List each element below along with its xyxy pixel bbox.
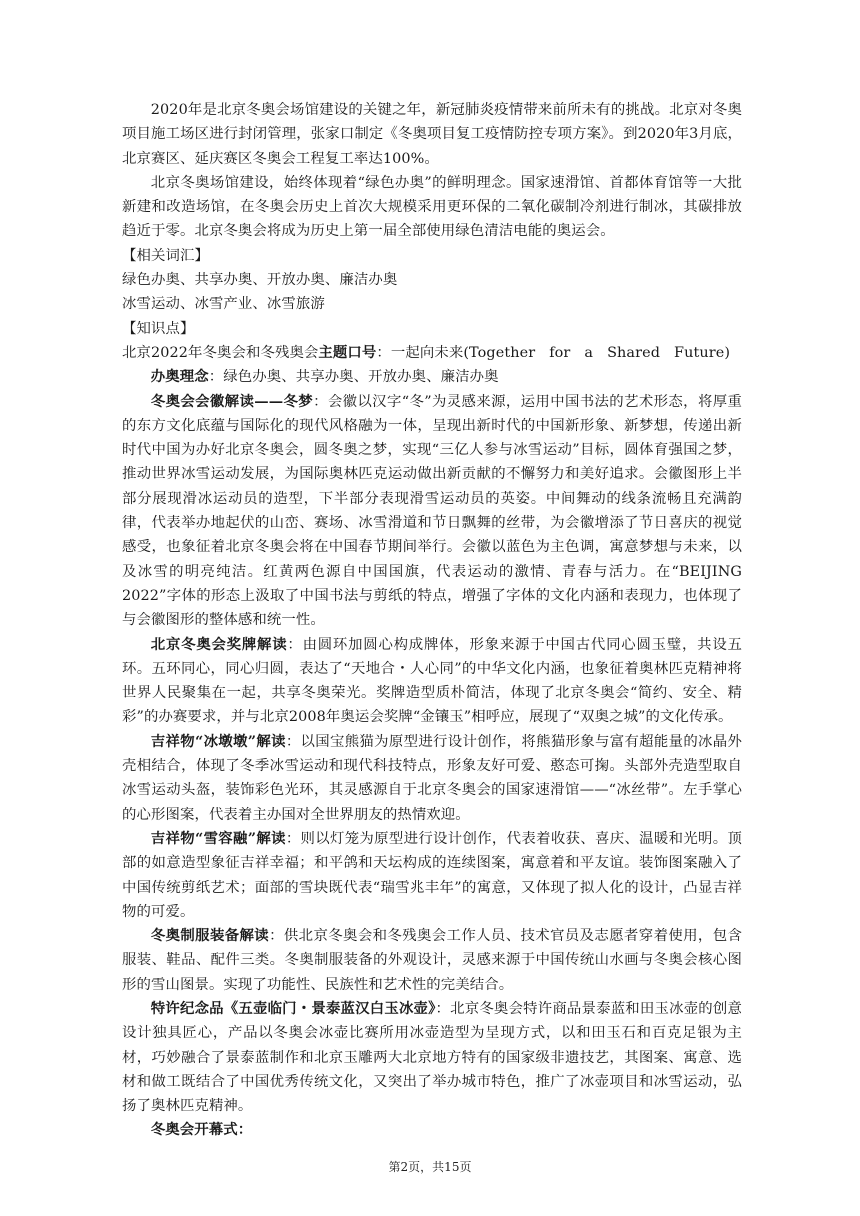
emblem-paragraph [122, 390, 742, 633]
uniform-text: ：供北京冬奥会和冬残奥会工作人员、技术官员及志愿者穿着使用，包含服装、鞋品、配件三类。冬奥制服装备的外观设计，灵感来源于中国传统山水画与冬奥会核心图形的雪山图景。实现了功能性、民族性和艺术性的完美结合。 [122, 928, 743, 993]
uniform-paragraph [122, 924, 742, 997]
souvenir-paragraph [122, 997, 742, 1118]
philosophy-label: 办奥理念 [150, 368, 209, 386]
mascot-bingdwendwen-paragraph [122, 730, 742, 827]
uniform-label: 冬奥制服装备解读 [150, 927, 270, 945]
souvenir-label: 特许纪念品《五壶临门・景泰蓝汉白玉冰壶》 [150, 999, 436, 1017]
philosophy-value: ：绿色办奥、共享办奥、开放办奥、廉洁办奥 [208, 369, 499, 386]
slogan-line [122, 341, 742, 365]
slogan-label: 主题口号 [318, 343, 377, 361]
paragraph-venue-construction: 2020年是北京冬奥会场馆建设的关键之年，新冠肺炎疫情带来前所未有的挑战。北京对冬奥项目施工场区进行封闭管理，张家口制定《冬奥项目复工疫情防控专项方案》。到2020年3月底，北京赛区、延庆赛区冬奥会工程复工率达100%。 [122, 102, 742, 167]
related-words-line-2: 冰雪运动、冰雪产业、冰雪旅游 [122, 296, 325, 313]
souvenir-text: ：北京冬奥会特许商品景泰蓝和田玉冰壶的创意设计独具匠心，产品以冬奥会冰壶比赛所用冰壶造型为呈现方式，以和田玉石和百克足银为主材，巧妙融合了景泰蓝制作和北京玉雕两大北京地方特有的国家级非遗技艺，其图案、寓意、选材和做工既结合了中国优秀传统文化，又突出了举办城市特色，推广了冰壶项目和冰雪运动，弘扬了奥林匹克精神。 [122, 1000, 742, 1115]
mascot-shueyrhonrhon-label: 吉祥物“雪容融”解读 [150, 829, 286, 847]
page-footer: 第2页，共15页 [388, 1160, 472, 1174]
slogan-value: ：一起向未来(Together for a Shared Future) [376, 344, 731, 361]
medal-label: 北京冬奥会奖牌解读 [150, 635, 288, 653]
mascot-shueyrhonrhon-text: ：则以灯笼为原型进行设计创作，代表着收获、喜庆、温暖和光明。顶部的如意造型象征吉祥幸福；和平鸽和天坛构成的连续图案，寓意着和平友谊。装饰图案融入了中国传统剪纸艺术；面部的雪块既代表“瑞雪兆丰年”的寓意，又体现了拟人化的设计，凸显吉祥物的可爱。 [122, 830, 742, 920]
mascot-bingdwendwen-label: 吉祥物“冰墩墩”解读 [150, 732, 286, 750]
related-words-line-1: 绿色办奥、共享办奥、开放办奥、廉洁办奥 [122, 272, 398, 289]
emblem-text: ：会徽以汉字“冬”为灵感来源，运用中国书法的艺术形态，将厚重的东方文化底蕴与国际化的现代风格融为一体，呈现出新时代的中国新形象、新梦想，传递出新时代中国为办好北京冬奥会，圆冬奥之梦，实现“三亿人参与冰雪运动”目标，圆体育强国之梦，推动世界冰雪运动发展，为国际奥林匹克运动做出新贡献的不懈努力和美好追求。会徽图形上半部分展现滑冰运动员的造型，下半部分表现滑雪运动员的英姿。中间舞动的线条流畅且充满韵律，代表举办地起伏的山峦、赛场、冰雪滑道和节日飘舞的丝带，为会徽增添了节日喜庆的视觉感受，也象征着北京冬奥会将在中国春节期间举行。会徽以蓝色为主色调，寓意梦想与未来，以及冰雪的明亮纯洁。红黄两色源自中国国旗，代表运动的激情、青春与活力。在“BEIJING 2022”字体的形态上汲取了中国书法与剪纸的特点，增强了字体的文化内涵和表现力，也体现了与会徽图形的整体感和统一性。 [122, 393, 742, 629]
mascot-shueyrhonrhon-paragraph [122, 827, 742, 924]
opening-ceremony-label: 冬奥会开幕式： [150, 1121, 253, 1139]
slogan-prefix: 北京2022年冬奥会和冬残奥会 [122, 344, 319, 361]
document-page [122, 98, 742, 1143]
related-words-heading: 【相关词汇】 [122, 247, 209, 264]
philosophy-line [122, 365, 742, 389]
medal-text: ：由圆环加圆心构成牌体，形象来源于中国古代同心圆玉璧，共设五环。五环同心，同心归圆，表达了“天地合・人心同”的中华文化内涵，也象征着奥林匹克精神将世界人民聚集在一起，共享冬奥荣光。奖牌造型质朴简洁，体现了北京冬奥会“简约、安全、精彩”的办赛要求，并与北京2008年奥运会奖牌“金镶玉”相呼应，展现了“双奥之城”的文化传承。 [122, 636, 742, 726]
paragraph-green-olympics: 北京冬奥场馆建设，始终体现着“绿色办奥”的鲜明理念。国家速滑馆、首都体育馆等一大批新建和改造场馆，在冬奥会历史上首次大规模采用更环保的二氧化碳制冷剂进行制冰，其碳排放趋近于零。北京冬奥会将成为历史上第一届全部使用绿色清洁电能的奥运会。 [122, 174, 742, 240]
emblem-label: 冬奥会会徽解读——冬梦 [150, 392, 314, 410]
knowledge-heading: 【知识点】 [122, 320, 195, 337]
medal-paragraph [122, 633, 742, 730]
mascot-bingdwendwen-text: ：以国宝熊猫为原型进行设计创作，将熊猫形象与富有超能量的冰晶外壳相结合，体现了冬季冰雪运动和现代科技特点，形象友好可爱、憨态可掬。头部外壳造型取自冰雪运动头盔，装饰彩色光环，其灵感源自于北京冬奥会的国家速滑馆——“冰丝带”。左手掌心的心形图案，代表着主办国对全世界朋友的热情欢迎。 [122, 733, 742, 823]
opening-ceremony-paragraph [122, 1118, 742, 1142]
